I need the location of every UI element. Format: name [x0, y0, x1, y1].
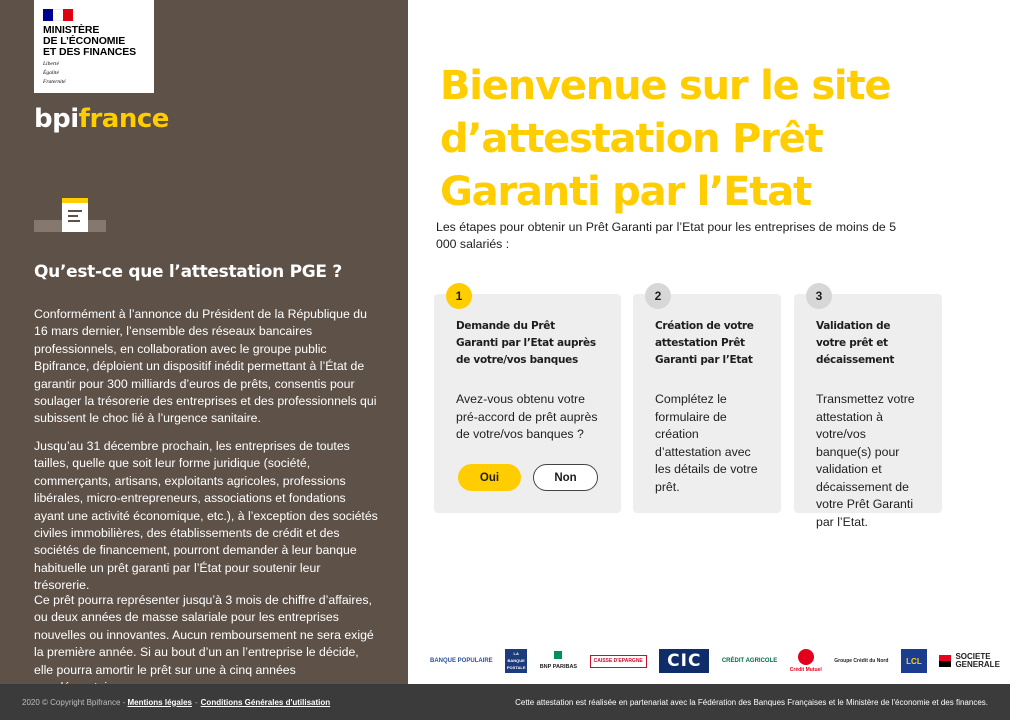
banque-populaire-logo: BANQUE POPULAIRE [430, 657, 493, 664]
step-card-3 [794, 289, 942, 529]
ministere-line-2: DE L’ÉCONOMIE [43, 35, 126, 47]
bpifrance-logo[interactable] [34, 104, 169, 134]
copyright-text: 2020 © Copyright Bpifrance - [22, 697, 126, 707]
terms-link[interactable]: Conditions Générales d'utilisation [200, 697, 331, 707]
bank-logos [420, 644, 1010, 678]
step-card-1 [434, 289, 621, 513]
bpifrance-logo-part1: bpi [34, 104, 79, 134]
sidebar-paragraph-3: Ce prêt pourra représenter jusqu’à 3 mois de chiffre d’affaires, ou deux années de masse salariale pour les entreprises nouvelles ou innovantes. Aucun remboursement ne sera exigé la première année. Si au bout d’un an l’entreprise le décide, elle pourra amortir le prêt sur une à cinq années [34, 593, 374, 677]
bpifrance-logo-part2: france [78, 104, 169, 134]
motto-fraternite: Fraternité [43, 79, 66, 85]
step-text-3: Transmettez votre attestation à votre/vos banque(s) pour validation et décaissement de votre Prêt Garanti par l’Etat. [816, 392, 915, 529]
sidebar-paragraph-1: Conformément à l’annonce du Président de la République du 16 mars dernier, l’ensemble des réseaux bancaires professionnels, en collaboration avec le groupe public Bpifrance, déploient un dispositif inédit permettant à l’État de garantir pour 300 milliards d’euros de prêts, consentis pour soulager la trésorerie des entreprises et des professionnels qui subissent le choc lié à l’urgence sanitaire. [34, 307, 377, 426]
legal-notices-link[interactable]: Mentions légales [127, 697, 192, 707]
step-title-2: Création de votre attestation Prêt Garanti par l’Etat [655, 320, 754, 366]
partnership-text: Cette attestation est réalisée en partenariat avec la Fédération des Banques Françaises et le Ministère de l'économie et des finances. [515, 697, 988, 707]
cic-logo: CIC [659, 649, 709, 673]
societe-generale-logo [939, 653, 999, 669]
step-badge-1: 1 [446, 283, 472, 309]
step-text-2: Complétez le formulaire de création d’attestation avec les détails de votre prêt. [655, 392, 758, 494]
yes-button[interactable]: Oui [458, 464, 521, 491]
footer [0, 684, 1010, 720]
ministere-logo[interactable] [34, 0, 154, 93]
credit-mutuel-label: Crédit Mutuel [789, 666, 822, 673]
french-flag-icon [43, 9, 73, 21]
sidebar-heading: Qu’est-ce que l’attestation PGE ? [34, 262, 342, 282]
step-title-3: Validation de votre prêt et décaissement [816, 320, 895, 366]
page-title: Bienvenue sur le site d’attestation Prêt Garanti par l’Etat [440, 63, 891, 215]
intro-text: Les étapes pour obtenir un Prêt Garanti par l’Etat pour les entreprises de moins de 5 000 salariés : [436, 220, 897, 251]
ministere-line-3: ET DES FINANCES [43, 46, 137, 58]
answer-buttons [458, 464, 598, 491]
no-button[interactable]: Non [533, 464, 598, 491]
lcl-logo: LCL [901, 649, 927, 673]
societe-generale-label-2: GENERALE [955, 660, 1000, 669]
credit-mutuel-logo [790, 649, 822, 674]
motto-liberte: Liberté [43, 61, 59, 67]
caisse-epargne-logo: CAISSE D'EPARGNE [590, 655, 647, 668]
step-card-2 [633, 289, 781, 513]
motto-egalite: Égalité [43, 70, 59, 76]
step-badge-3: 3 [806, 283, 832, 309]
step-title-1: Demande du Prêt Garanti par l’Etat auprès de votre/vos banques [456, 320, 596, 366]
credit-du-nord-logo: Groupe Crédit du Nord [834, 657, 889, 664]
step-badge-2: 2 [645, 283, 671, 309]
step-text-1: Avez-vous obtenu votre pré-accord de prêt auprès de votre/vos banques ? [456, 392, 598, 441]
footer-left: 2020 © Copyright Bpifrance - Mentions légales - Conditions Générales d'utilisation [22, 697, 331, 707]
ministere-line-1: MINISTÈRE [43, 24, 100, 36]
bnp-paribas-logo [540, 651, 577, 671]
banque-postale-logo: LA BANQUE POSTALE [505, 649, 527, 673]
credit-agricole-logo: CRÉDIT AGRICOLE [721, 657, 778, 664]
bnp-paribas-label: BNP PARIBAS [539, 664, 578, 670]
societe-generale-label-1: SOCIETE [955, 652, 991, 661]
sidebar-paragraph-2: Jusqu’au 31 décembre prochain, les entreprises de toutes tailles, quelle que soit leur forme juridique (société, commerçants, artisans, exploitants agricoles, professions libérales, micro-entrepreneurs, associations et fondations ayant une activité économique, etc.), à l’exception des sociétés civiles immobilières, des établissements de crédit et des sociétés de financement, pourront demander à leur banque habituelle un prêt garanti par l’État pour soutenir leur trésorerie. [34, 439, 378, 593]
sidebar [0, 0, 408, 684]
document-icon-accent [62, 198, 88, 203]
document-icon [62, 198, 88, 232]
